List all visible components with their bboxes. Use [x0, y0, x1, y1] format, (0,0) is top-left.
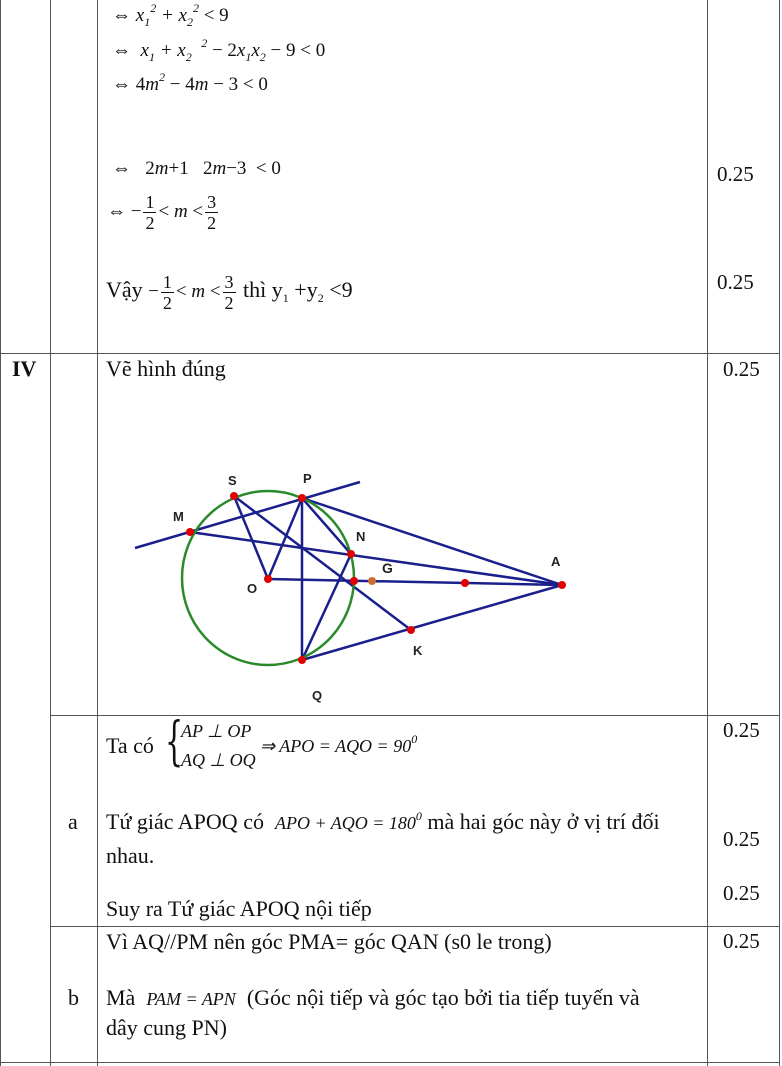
label-m: M: [173, 509, 184, 524]
circle-o: [182, 491, 354, 665]
row-divider-iv: [0, 353, 780, 354]
label-a: A: [551, 554, 561, 569]
point-a: [558, 581, 566, 589]
label-o: O: [247, 581, 258, 596]
point-oa-mid: [461, 579, 469, 587]
label-p: P: [303, 471, 312, 486]
score-a-1: 0.25: [723, 718, 760, 742]
part-b-line-1: Vì AQ//PM nên góc PMA= góc QAN (s0 le trong): [106, 929, 552, 954]
score-top-2: 0.25: [717, 270, 754, 294]
point-q: [298, 656, 306, 664]
equation-line-5: ⇔ − $\frac{1}{2}$ < m < $\frac{3}{2}$: [107, 192, 217, 233]
part-a-system-2: AQ ⊥ OQ: [181, 750, 256, 770]
table-left-border: [0, 0, 1, 1066]
segment-oa: [268, 579, 562, 585]
part-a-line-2-cont: nhau.: [106, 843, 155, 868]
part-a-brace: {: [165, 712, 184, 772]
segment-pa: [302, 498, 562, 585]
part-a-implies: ⇒ APO = AQO = $90^0$: [260, 732, 418, 756]
score-a-3: 0.25: [723, 881, 760, 905]
tangent-line-at-p: [135, 482, 360, 548]
point-n: [347, 550, 355, 558]
point-o: [264, 575, 272, 583]
part-b-label: b: [68, 985, 79, 1010]
row-divider-b: [50, 926, 780, 927]
point-oa-circle: [350, 577, 358, 585]
part-a-label: a: [68, 809, 78, 834]
segment-po: [268, 498, 302, 579]
segment-so: [234, 496, 268, 579]
row-divider-a: [50, 715, 780, 716]
equation-line-2: ⇔ $x_1 + x_2$ $^2 - 2x_1x_2 - 9 < 0$: [112, 36, 326, 64]
equation-line-1: ⇔ $x_1^2 + x_2^2 < 9$: [112, 1, 229, 29]
segment-qa: [302, 585, 562, 660]
point-k: [407, 626, 415, 634]
part-a-line-3: Suy ra Tứ giác APOQ nội tiếp: [106, 896, 372, 921]
score-iv: 0.25: [723, 357, 760, 381]
part-a-ta-co: Ta có: [106, 733, 154, 758]
equation-line-4: ⇔ 2m+1 2m−3 < 0: [112, 158, 281, 179]
score-top-1: 0.25: [717, 162, 754, 186]
score-b-1: 0.25: [723, 929, 760, 953]
score-a-2: 0.25: [723, 827, 760, 851]
part-a-line-2: Tứ giác APOQ có APO + AQO = $180^0$ mà hai góc này ở vị trí đối: [106, 809, 660, 834]
point-s: [230, 492, 238, 500]
conclusion-line: Vậy − $\frac{1}{2}$ < m < $\frac{3}{2}$ thì $y_1 +y_2 <9$: [106, 272, 353, 313]
label-n: N: [356, 529, 366, 544]
segment-pn: [302, 498, 351, 554]
part-b-line-2: Mà PAM = APN (Góc nội tiếp và góc tạo bởi tia tiếp tuyến và: [106, 985, 640, 1010]
point-m: [186, 528, 194, 536]
label-q: Q: [312, 688, 323, 703]
table-bottom-border: [0, 1062, 780, 1063]
part-a-system-1: AP ⊥ OP: [181, 721, 252, 741]
point-g: [368, 577, 376, 585]
point-p: [298, 494, 306, 502]
section-label-iv: IV: [12, 356, 37, 381]
equation-line-3: ⇔ $4m^2 - 4m - 3 < 0$: [112, 70, 268, 95]
segment-sk: [234, 496, 411, 630]
column-divider-2: [97, 0, 98, 1066]
label-s: S: [228, 473, 237, 488]
part-b-line-3: dây cung PN): [106, 1015, 227, 1040]
section-iv-title: Vẽ hình đúng: [106, 356, 226, 381]
table-right-border: [779, 0, 780, 1066]
column-divider-3: [707, 0, 708, 1066]
segment-nq: [302, 554, 351, 660]
label-k: K: [413, 643, 423, 658]
secant-ma: [190, 532, 562, 585]
column-divider-1: [50, 0, 51, 1066]
label-g: G: [382, 560, 393, 576]
